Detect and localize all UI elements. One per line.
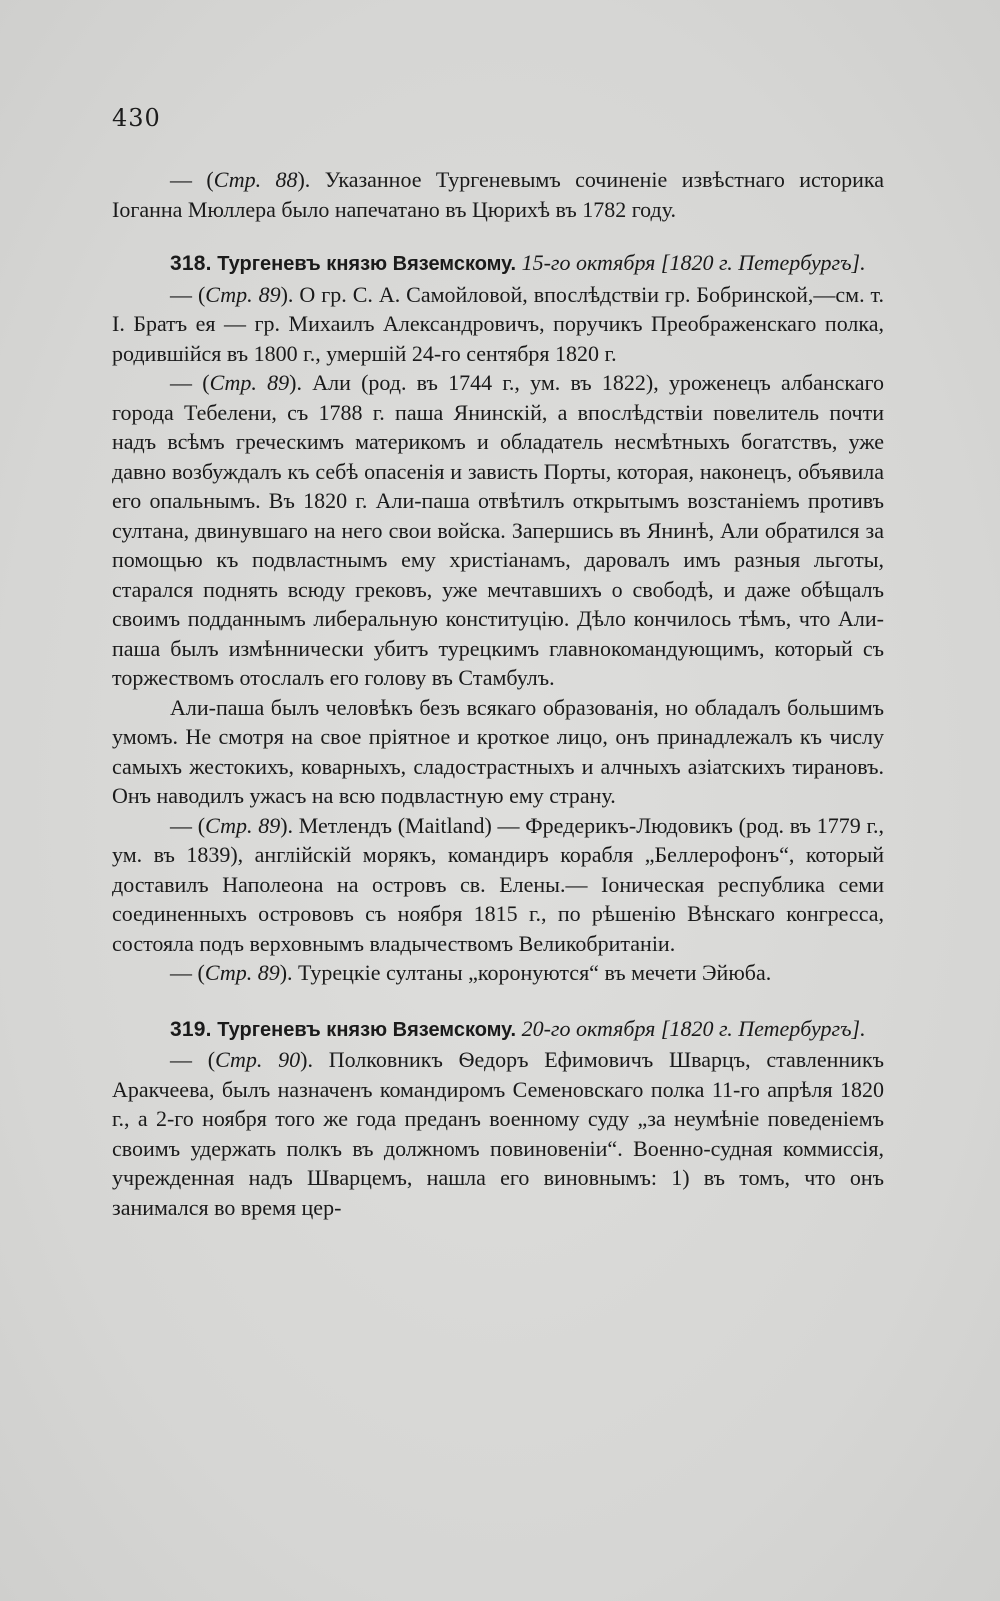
note-text: ). Метлендъ (Maitland) — Фредерикъ-Людовикъ (род. въ 1779 г., ум. въ 1839), англійскій морякъ, командиръ корабля „Беллерофонъ“, который доставилъ Наполеона на островъ св. Елены.— Іоническая республика семи соединенныхъ острововъ съ ноября 1815 г., по рѣшенію Вѣнскаго конгресса, состояла подъ верховнымъ владычествомъ Великобританіи.: [112, 812, 885, 956]
dash: — (: [170, 167, 214, 192]
page-ref: Стр. 89: [205, 281, 281, 307]
letter-heading-319: [112, 1014, 884, 1046]
dash: — (: [170, 812, 206, 838]
note-text: ). Указанное Тургеневымъ сочиненіе извѣстнаго историка Іоганна Мюллера было напечатано въ Цюрихѣ въ 1782 году.: [112, 167, 885, 222]
letter-number: 318.: [170, 252, 212, 275]
dash: — (: [170, 281, 206, 307]
dash: — (: [170, 370, 210, 395]
dash: — (: [170, 960, 205, 985]
letter-date: 20-го октября [1820 г. Петербургъ].: [521, 1015, 866, 1041]
note-text: ). О гр. С. А. Самойловой, впослѣдствіи гр. Бобринской,—см. т. I. Братъ ея — гр. Михаилъ Александровичъ, поручикъ Преображенскаго полка, родившійся въ 1800 г., умершій 24-го сентября 1820 г.: [112, 281, 884, 366]
note-p2: [112, 280, 884, 369]
note-text: ). Али (род. въ 1744 г., ум. въ 1822), уроженецъ албанскаго города Тебелени, съ 1788 г. паша Янинскій, а впослѣдствіи повелитель почти надъ всѣмъ греческимъ материкомъ и обладатель несмѣтныхъ богатствъ, уже давно возбуждалъ къ себѣ опасенія и зависть Порты, которая, наконецъ, объявила его опальнымъ. Въ 1820 г. Али-паша отвѣтилъ открытымъ возстаніемъ противъ султана, двинувшаго на него свои войска. Запершись въ Янинѣ, Али обратился за помощью къ подвластнымъ ему христіанамъ, даровалъ имъ разныя льготы, старался поднять всюду грековъ, уже мечтавшихъ о свободѣ, и даже обѣщалъ своимъ подданнымъ либеральную конституцію. Дѣло кончилось тѣмъ, что Али-паша былъ измѣннически убитъ турецкимъ главнокомандующимъ, который съ торжествомъ отослалъ его голову въ Стамбулъ.: [112, 370, 885, 690]
dash: — (: [170, 1047, 216, 1072]
note-text: ). Полковникъ Ѳедоръ Ефимовичъ Шварцъ, ставленникъ Аракчеева, былъ назначенъ командиромъ Семеновскаго полка 11-го апрѣля 1820 г., а 2-го ноября того же года преданъ военному суду „за неумѣніе поведеніемъ своимъ удержать полкъ въ должномъ повиновеніи“. Военно-судная коммиссія, учрежденная надъ Шварцемъ, нашла его виновнымъ: 1) въ томъ, что онъ занимался во время цер-: [112, 1047, 885, 1220]
letter-heading-318: [112, 248, 884, 280]
page-ref: Стр. 89: [205, 812, 281, 838]
note-p4: Али-паша былъ человѣкъ безъ всякаго образованія, но обладалъ большимъ умомъ. Не смотря на свое пріятное и кроткое лицо, онъ принадлежалъ къ числу самыхъ жестокихъ, коварныхъ, сладострастныхъ и алчныхъ азіатскихъ тирановъ. Онъ наводилъ ужасъ на всю подвластную ему страну.: [112, 694, 884, 808]
letter-date: 15-го октября [1820 г. Петербургъ].: [521, 250, 866, 275]
letter-title: Тургеневъ князю Вяземскому.: [217, 253, 517, 275]
page-ref: Стр. 89: [204, 960, 280, 985]
note-text: ). Турецкіе султаны „коронуются“ въ мечети Эйюба.: [279, 960, 772, 985]
letter-number: 319.: [170, 1017, 212, 1041]
page-number: 430: [112, 104, 161, 132]
page-ref: Стр. 89: [209, 370, 290, 395]
note-p1: [112, 165, 884, 224]
letter-title: Тургеневъ князю Вяземскому.: [217, 1018, 517, 1041]
note-p5: [112, 811, 884, 959]
note-p6: [112, 958, 884, 988]
page-ref: Стр. 90: [215, 1047, 301, 1072]
text-column: [112, 165, 884, 1222]
page-ref: Стр. 88: [213, 167, 298, 192]
note-p7: [112, 1045, 884, 1222]
note-p3: [112, 368, 884, 693]
